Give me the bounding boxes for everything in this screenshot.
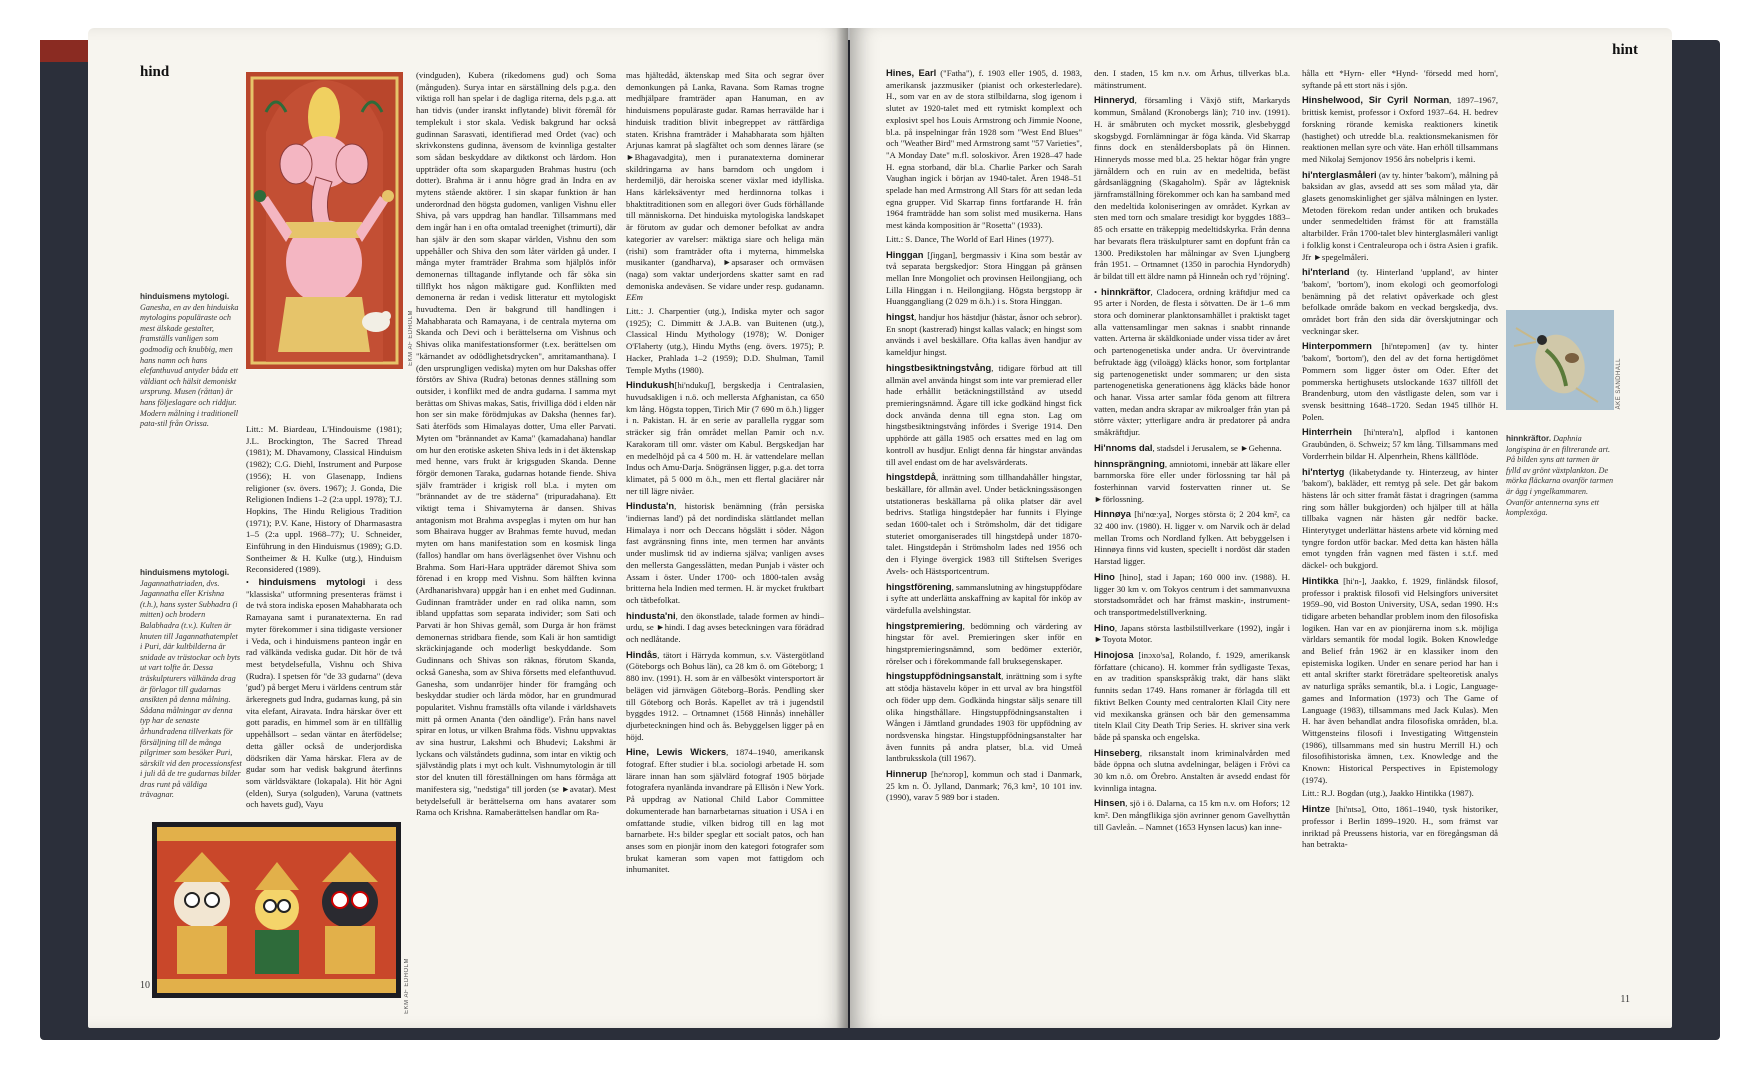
entry-hingstdepa [886,471,1082,577]
entry-text: (ty. Hinterland 'uppland', av hinter 'bakom', 'bortom'), inom ekologi och geomorfologi benämning på det relativt opåverkade och glest befolkade område bakom en veckad bergskedja, dvs. området bort från den sida där överskjutningar och veckningar sker. [1302,267,1498,336]
entry-headword: hinnsprängning [1094,457,1165,469]
left-col1-lit-text: Litt.: M. Biardeau, L'Hindouisme (1981); J.L. Brockington, The Sacred Thread (1981); M. Dhavamony, Classical Hinduism (1982); C.G. Diehl, Instrument and Purpose (1956); H. von Glasenapp, Indiens religioner (sv. övers. 1967); J. Gonda, Die Religionen Indiens 1–2 (2:a uppl. 1978); T.J. Hopkins, The Hindu Religious Tradition (1971); P.V. Kane, History of Dharmasastra 1–5 (2:a uppl. 1968–77); U. Schneider, Einführung in den Hinduismus (1989); G.D. Sontheimer & H. Kulke (utg.), Hinduism Reconsidered (1989). [246,424,402,575]
entry-hinterrhein [1302,426,1498,462]
entry-headword: hinnkräftor [1101,285,1151,297]
right-col3 [1302,64,1498,851]
entry-text: , Cladocera, ordning kräftdjur med ca 95 arter i Norden, de flesta i sötvatten. De är 1–6 mm stora och dominerar planktonsamhället i praktiskt taget alla vattensamlingar men saknas i snabbt rinnande vatten. Arterna är skäldkoniade under vissa tider av året och partenogenetiska under andra. Ur övervintrande befruktade ägg (viloägg) kläcks honor, som fortplantar sig partenogenetiskt under sommaren; ur den sista partenogenetiska generationens ägg kläcks både honor och hanar. Vissa arter samlar föda genom att filtrera vatten, medan andra skrapar av mikroalger från ytan på större växter; ytterligare andra är predatorer på andra småkräftdjur. [1094,286,1290,438]
entry-lit: Litt.: S. Dance, The World of Earl Hines (1977). [886,233,1054,244]
entry-hinnsprangning [1094,458,1290,506]
entry-text: , sjö i ö. Dalarna, ca 15 km n.v. om Hofors; 12 km². Den mångflikiga sjön avrinner genom Gavelhyttån till Gavleån. – Namnet (1653 Hynsen lacus) kan inne- [1094,798,1290,832]
entry-text: , inrättning som i syfte att stödja hästavelн köper in ett urval av bra hingstföl och föder upp dem. Godkända hingstar säljs senare till olika hingsthållare. Hingstuppfödningsanstalten i Wången i Jämtland grundades 1903 för uppfödning av nordsvenska hingstar. Hingstuppfödningsanstalter har även funnits på andra platser, bl.a. vid Umeå lantbruksskola (till 1967). [886,671,1082,764]
entry-hindustan [626,500,824,606]
entry-headword: Hine, Lewis Wickers [626,746,727,758]
entry-text: , riksanstalt inom kriminalvården med både öppna och slutna avdelningar, belägen i Frövi ca 30 km n.ö. om Örebro. Anstalten är avsedd endast för kvinnliga intagna. [1094,747,1290,793]
entry-hinterpommern [1302,340,1498,423]
left-col3 [626,70,824,876]
caption-jagannatha-title: hinduismens mytologi. [140,568,230,577]
daphnia-photo [1506,310,1614,410]
entry-hindas [626,649,824,744]
entry-text: , tätort i Härryda kommun, s.v. Västergötland (Göteborgs och Bohus län), ca 28 km ö. om Göteborg; 1 880 inv. (1991). H. som är en välbesökt vintersportort är belägen vid järnvägen Göteborg–Borås. Pendling sker till Göteborg och Borås. Kapellet av trä i jugendstil byggdes 1912. – Ortnamnet (1568 Hinnås) innehåller djurbeteckningen hind och ås. Bebyggelsen ligger på en höjd. [626,649,824,742]
entry-hinnoya [1094,508,1290,568]
entry-headword: hindusta'ni [626,609,676,621]
entry-hino-city [1094,571,1290,619]
entry-hintertyg [1302,466,1498,572]
caption-jagannatha [140,568,242,801]
left-col2 [416,70,616,819]
entry-text: , församling i Växjö stift, Markaryds kommun, Småland (Kronobergs län); 710 inv. (1991). H. är småbruten och mycket mossrik, glesbebyggd skogsbygd. Fornlämningar är föga kända. Vid Skarrap finns dock en stenåldersboplats på ön Hinnen. Hinneryds mosse med bl.a. 25 hektar högar från yngre järnåldern och en ruin av en medeltida, befäst gårdsanläggning (Skagaholm). Spår av lågteknisk järnframställning förekommer och kan ha samband med den medeltida koloniseringen av området. Kyrkan av sten med torn och smalare tresidigt kor byggdes 1883–85 och ersatte en träkeppig medeltidskyrka. Från denna har bevarats flera träskulpturer samt en dopfunt från ca 1300. Predikstolen har målningar av Sven Ljungberg från 1951. – Ortnamnet (1350 in parochia Hyndorydh) är bildat till ett äldre namn på Hinneån och ryd 'röjning'. [1094,95,1290,281]
entry-text: , inrättning som tillhandahåller hingstar, beskällare, för allmän avel. Under betäckningssäsongen utstationeras beskällarna på olika platser där avel bedrivs. Statliga hingstdepåer har funnits i Flyinge sedan 1600-talet och i Strömsholm, där det tidigare stuteriet omorganiserades till hingstdepå under 1870-talet. Hingstdepån i Strömsholm lades ned 1956 och den i Flyinge övergick 1983 till Stiftelsen Sveriges Avels- och Hästsportcentrum. [886,472,1082,576]
entry-headword: hingstförening [886,580,952,592]
entry-headword: Hintze [1302,803,1331,815]
caption-ganesha [140,292,242,430]
entry-text: [hi'ntɐra'n], alpflod i kantonen Graubünden, ö. Schweiz; 57 km lång. Tillsammans med Vorderrhein bildar H. Alpenrhein, Rhens källflöde. [1302,427,1498,461]
entry-headword: Hino [1094,621,1115,633]
entry-headword: Hinnerup [886,768,928,780]
entry-hine [626,746,824,876]
entry-text: , Japans största lastbilstillverkare (1992), ingår i ►Toyota Motor. [1094,622,1290,645]
entry-hinojosa [1094,649,1290,744]
entry-headword: Hinshelwood, Sir Cyril Norman [1302,94,1450,106]
folio-right: 11 [1620,994,1630,1005]
left-page [88,28,848,1028]
entry-text: [ʃiŋgan], bergmassiv i Kina som består av två separata bergskedjor: Stora Hinggan på gränsen mellan Inre Mongoliet och provinsen Heilongjiang, och Lilla Hinggan i n. Heilongjiang. Högsta bergstopp är Huanggangliang (2 029 m ö.h.) i s. Stora Hinggan. [886,249,1082,307]
entry-text: , bedömning och värdering av hingstar för avel. Premieringen sker inför en hingstpremieringsnämnd, som bedömer exteriör, rörelser och i förekommande fall bruksegenskaper. [886,620,1082,666]
entry-headword: hi'nterland [1302,266,1350,278]
entry-headword: hi'ntertyg [1302,465,1345,477]
entry-hinnerup [886,768,1082,804]
entry-hinseberg [1094,747,1290,795]
entry-headword: Hindås [626,648,658,660]
entry-text: [hi'ndukuʃ], bergskedja i Centralasien, huvudsakligen i n.ö. och mellersta Afghanistan, ca 650 km lång. Högsta toppen, Tirich Mir (7 690 m ö.h.) ligger i n. Pakistan. H. är en serie av parallella ryggar som sträcker sig från området mellan Pamir och n.v. Karakoram till omr. väster om Kabul. Bergskedjan har en medelhöjd på ca 4 500 m. H. är vattendelare mellan Indus och Amu-Darja. Snögränsen ligger, p.g.a. det torra klimatet, på 5 000 m ö.h., men ett flertal glaciärer når ner till lägre nivåer. [626,380,824,496]
entry-headword: hi'nterglasmåleri [1302,168,1377,180]
entry-headword: hingst [886,311,915,323]
caption-ganesha-title: hinduismens mytologi. [140,292,230,301]
entry-hingstpremiering [886,620,1082,668]
entry-headword: Hinojosa [1094,649,1134,661]
caption-daphnia-title: hinnkräftor. [1506,434,1552,443]
entry-text: [hi'n-], Jaakko, f. 1929, finländsk filosof, professor i praktisk filosofi vid Helsingfors universitet 1959–90, vid Boston University, USA, sedan 1990. H:s tidigare arbeten behandlar problem inom den filosofiska logiken. Han var en av pionjärerna inom s.k. möjliga världars semantik för modal logik. Boken Knowledge and Belief från 1962 är en klassiker inom den epistemiska logiken. Under en senare period har han i ett antal skrifter starkt företrädare spelteoretisk analys av naturliga språks semantik, bl.a. i Logic, Language-games and Information (1973) och The Game of Language (1983), tillsammans med Jack Kulas). Men H. har även behandlat andra filosofiska områden, bl.a. Wittgensteins filosofi i Investigating Wittgenstein (1986), tillsammans med sin hustru Merrill H.) och filosofihistoriska ämnen, t.ex. Knowledge and the Known: Historical Perspectives in Epistemology (1974). [1302,575,1498,785]
entry-hinneryd [1094,94,1290,282]
entry-text: [hi'nœːya], Norges största ö; 2 204 km², ca 32 400 inv. (1980). H. ligger v. om Narvik och är delad mellan Troms och Nordland fylken. Att bebyggelsen i Hinnøya finns vid kusten, speciellt i nordöst där staden Harstad ligger. [1094,509,1291,567]
entry-headword: hingstpremiering [886,619,963,631]
left-col3-lit: Litt.: J. Charpentier (utg.), Indiska myter och sagor (1925); C. Dimmitt & J.A.B. van Buitenen (utg.), Classical Hindu Mythology (1978); W. Doniger O'Flaherty (utg.), Hindu Myths (eng. övers. 1975); P. Hacker, Prahlada 1–2 (1959); D.D. Shulman, Tamil Temple Myths (1980). [626,306,824,375]
entry-headword: hingstdepå [886,471,937,483]
entry-hinnerup-cont [1094,67,1290,91]
photo-credit-1: EKM AF EDHOLM [408,310,414,366]
caption-daphnia [1506,434,1614,519]
entry-headword: Hinterrhein [1302,426,1353,438]
entry-text: (av ty. hinter 'bakom'), målning på baksidan av glas, avsedd att ses som målad yta, där glasets genomskinlighet ger själva målningen en lyster. Metoden förekom redan under antiken och brukades under senmedeltiden främst för att framställa altarbilder. Från 1700-talet blev hinterglasmåleri vanligt i folklig konst i Centraleuropa och i östra Asien i grafik. Jfr ►spegelmåleri. [1302,169,1499,262]
entry-hintikka [1302,575,1498,800]
entry-hinsen-cont [1302,67,1498,91]
entry-text: [hi'ntsə], Otto, 1861–1940, tysk historiker, professor i Berlin 1899–1920. H., som främst var inriktad på Preussens historia, var en föregångsman då han betrakta- [1302,804,1498,850]
entry-headword: Hindukush [626,379,675,391]
entry-hintze [1302,803,1498,851]
entry-headword: Hi'nnoms dal [1094,441,1153,453]
entry-text: [he'nɔrop], kommun och stad i Danmark, 25 km n. Ö. Jylland, Danmark; 76,3 km², 10 101 inv. (1990), varav 5 989 bor i staden. [886,769,1083,803]
caption-daphnia-text: Daphnia longispina är en filtrerande art. På bilden syns att tarmen är fylld av grönt växtplankton. De mörka fläckarna ovanför tarmen är ägg i yngelkammaren. Ovanför antennerna syns ett komplexöga. [1506,434,1614,518]
left-col1-literature [246,424,402,576]
entry-text: i dess "klassiska" utformning presenteras främst i de två stora indiska eposen Mahabharata och Ramayana samt i puranatexterna. En rad myter förekommer i sina tidigaste versioner i Veda, och i hinduismens panteon ingår en rad välkända vediska gudar. Dit hör de två mest betydelsefulla, Vishnu och Shiva (Rudra). I spetsen för "de 33 gudarna" (deva 'gud') på berget Meru i världens centrum står ärkeregnets gud Indra, gudarnas kung, på sin vita elefant, Airavata. Indra härskar över ett gott paradis, en himmel som är en tillfällig uppehållsort – sedan väntar en återfödelse; detta gäller också de underjordiska dödsriken där Yama härskar. Flera av de gudar som har vedisk bakgrund återfinns som världsväktare (lokapala). Hit hör Agni (elden), Surya (solguden), Varuna (vattnets och havets gud), Vayu [246,577,402,810]
left-col1-entry-mythology: • hinduismens mytologi i dess "klassiska" utformning presenteras främst i de två stora indiska eposen Mahabharata och Ramayana samt i puranatexterna. En rad myter förekommer i sina tidigaste versioner i Veda, och i hinduismens panteon ingår en rad välkända vediska gudar. Dit hör de två mest betydelsefulla, Vishnu och Shiva (Rudra). I spetsen för "de 33 gudarna" (deva 'gud') på berget Meru i världens centrum står ärkeregnets gud Indra, gudarnas kung, på sin vita elefant, Airavata. Indra härskar över ett gott paradis, en himmel som är en tillfällig uppehållsort – sedan väntar en återfödelse; detta gäller också de underjordiska dödsriken där Yama härskar. Flera av de gudar som har vedisk bakgrund återfinns som världsväktare (lokapala). Hit hör Agni (elden), Surya (solguden), Varuna (vattnets och havets gud), Vayu [246,576,402,810]
photo-credit-2: EKM AF EDHOLM [404,958,410,1014]
entry-text: , 1897–1967, brittisk kemist, professor i Oxford 1937–64. H. bedrev forskning rörande kemiska reaktioners kinetik (hastighet) och utredde bl.a. reaktionsmekanismen för reaktionen mellan syre och väte. Han erhöll tillsammans med Nikolaj Semjonov 1956 års nobelpris i kemi. [1302,95,1498,164]
entry-text: , stadsdel i Jerusalem, se ►Gehenna. [1152,442,1282,453]
left-col2-text: (vindguden), Kubera (rikedomens gud) och Soma (månguden). Surya intar en särställning dels p.g.a. den viktiga roll han spelar i de dagliga riterna, dels p.g.a. att han tidvis (under iranskt inflytande) blivit föremål för templekult i stor skala. Vedisk bakgrund har också gudinnan Sarasvati, identifierad med Ordet (vac) och skrivkonstens gudinna, ävensom de kvinnliga gestalter som sådan beskyddare av diktkonst och lärdom. Hon uppträder ofta som skaparguden Brahmas hustru (och dotter). Brahma är i annu högre grad än Indra en av mytens stående aktörer. I sin skapar funktion är han underordnad den högsta gudomen, vanligen Vishnu eller Shiva, på vars uppdrag han handlar. Tillsammans med dem ingår han i en ofta omtalad treenighet (trimurti), där han själv är den som skapar världen, Vishnu den som uppehåller och Shiva den som låter världen gå under. I många myter framträder Brahma som hjälplös inför demonernas tilltagande inflytande och får söka sin tillflykt hos någon mäktigare gud. Konflikten med demonerna är redan i vedisk litteratur ett mytologiskt huvudtema. Den är bakgrund till handlingen i Mahabharata och Ramayana, i de centrala myterna om Skanda och Devi och i berättelserna om Vishnus och Shivas olika manifestationsformer (t.ex. berättelsen om "kärnandet av odödlighetsdrycken", amritamanthana). I (den ursprungligen vediska) myten om hur Dakshas offer förstörs av Shiva (Rudra) betonas dennes ställning som outsider, i konflikt med de andra gudarna. I samma myt berättas om Shivas makas, Satis, frivilliga död i elden när hon ser sin make förödmjukas av Daksha (hennes far). Sati återföds som Himalayas dotter, Uma eller Parvati. Myten om "brännandet av Kama" (kamadahana) handlar om hur den erotiske asketen Shiva leds in i det äktenskap med henne, vars frukt är krigsguden Skanda. Denne förgör demonen Taraka, gudarnas hotande fiende. Shiva själv framträder i krigisk roll bl.a. i myten om "brännandet av de tre städerna" (tripuradahana). Ett viktigt tema i Shivamyterna är dansen. Shivas antagonism mot Brahma avspeglas i myten om hur han som Bhairava hugger av Brahmas femte huvud, medan myten om hans manifestation som en kosmisk linga (fallos) handlar om hans överlägsenhet över Vishnu och Brahma. Som Hari-Hara uppträder däremot Shiva som förenad i en kropp med Vishnu. Som hälften kvinna (Ardhanarishvara) uppgår han i en enhet med Gudinnan. Gudinnan framträder under en rad olika namn, som ibland uppfattas som separata individer; som Sati och Parvati är hon Shivas gemål, som Durga är hon främst demonernas stridbara fiende, som Kali är hon samtidigt skräckinjagande och moderligt beskyddande. Som Gudinnans och Shivas son räknas, förutom Skanda, också Ganesha, som av Shiva försetts med elefanthuvud. Ganesha, som undanröjer hinder för framgång och beskyddar studier och lärda mödor, har en grundmurad popularitet. Vishnu framställs ofta vilande i världshavets mitt på ormen Ananta ('den oändlige'). Från hans navel spirar en lotus, ur vilken Brahma föds. Vishnu uppvaktas av sina hustrur, Lakshmi och Bhudevi; Lakshmi är lyckans och välståndets gudinna, som intar en viktig och självständig plats i myt och kult. Vishnumytologin är till stor del knuten till föreställningen om hans förmåga att manifestera sig, "nedstiga" till jorden (se ►avatar). Mest betydelsefull är berättelserna om hans avatarer som Rama och Krishna. Ramaberättelsen handlar om Ra- [416,70,617,818]
entry-text: ("Fatha"), f. 1903 eller 1905, d. 1983, amerikansk jazzmusiker (pianist och orkesterledare). H., som var en av de stora stilbildarna, slog igenom i slutet av 1920-talet med ett rytmiskt komplext och explosivt spel hos Louis Armstrong och Jimmie Noone, bl.a. på inspelningar från 1928 som "West End Blues" och "Weather Bird" med Armstrong samt "57 Varieties", "A Monday Date" m.fl. soloskivor. Åren 1928–47 hade H. egna storband, där bl.a. Charlie Parker och Sarah Vaughan ingick i början av 1940-talet. Åren 1948–51 spelade han med Armstrong All Stars för att sedan leda egna grupper. Vid Skarrap finns fortfarande H. från 1964 framträdde han som solist med musikerna. Hans mest kända komposition är "Rosetta" (1933). [886,68,1082,231]
entry-hinnoms-dal [1094,442,1290,455]
left-col3-credit: EEm [626,292,643,303]
caption-jagannatha-text: Jagannathatriaden, dvs. Jagannatha eller Krishna (t.h.), hans syster Subhadra (i mitten) och brodern Balabhadra (t.v.). Kulten är knuten till Jagannathatemplet i Puri, där kultbilderna är snidade av trästockar och byts ut vart tolfte år. Dessa träskulpturers välkända drag är förlagor till gudarnas ansikten på denna målning. Sådana målningar av denna typ har de senaste århundradena tillverkats för försäljning till de många pilgrimer som besöker Puri, särskilt vid den processionsfest i juli då de tre gudarnas bilder dras runt på väldiga trävagnar. [140,578,242,800]
entry-hinterland [1302,266,1498,337]
left-col3-text: mas hjältedåd, äktenskap med Sita och segrar över demonkungen på Lanka, Ravana. Som Ramas trogne medhjälpare framträder apan Hanuman, en av hinduismens populäraste gudar. Ramas herravälde har i hinduisk tradition blivit inbegreppet av rättfärdiga staten. Krishna framträder i Mahabharata som hjälten Arjunas kamrat på slagfältet och som dennes lärare (se ►Bhagavadgita), men i puranatexterna dominerar skildringarna av hans barndom och ungdom i herdemiljö, där heroiska scener växlar med idylliska. Hans kärleksäventyr med herdinnorna tolkas i bhaktitraditionen som en allegori över Guds förhållande till människorna. Det hinduiska mytologiska landskapet är förutom av gudar och demoner befolkat av andra kategorier av varelser: mäktiga siare och heliga män (rishi) som framträder ofta i myterna, himmelska musikanter (gandharva), ►apsaraser och ormväsen (naga) som vaktar underjordens skatter samt en rad demoniska andeväsen. Se vidare under resp. gudanamn. [626,70,824,291]
entry-headword: Hino [1094,570,1115,582]
entry-headword: Hinseberg [1094,746,1140,758]
entry-text: , den ökonstlade, talade formen av hindi–urdu, se ►hindi. I dag avses beteckningen vara förädrad och nedlåtande. [626,610,824,645]
running-head-right: hint [1612,42,1638,58]
entry-hindustani [626,610,824,646]
entry-headword: Hinnøya [1094,508,1131,520]
entry-text: [inɔxo'sa], Rolando, f. 1929, amerikansk författare (chicano). H. kommer från sydligaste Texas, en av tradition spanskspråkig trakt, där hans släkt funnits sedan 1749. Hans romaner är förlagda till ett fiktivt Belken County med centralorten Klail City nere vid mexikanska gränsen och bär den gemensamma titeln Klail City Death Trip Series. H. skriver sina verk både på spanska och engelska. [1094,650,1291,742]
entry-text: , historisk benämning (från persiska 'indiernas land') på det nordindiska slättlandet mellan Himalaya i norr och Deccans högslätt i söder. Någon fast avgränsning finns inte, men termen har använts under muslimsk tid av indierna själva; vanligen avses den mellersta Gangesslätten, medan Punjab i väster och Assam i öster. Under 1700- och 1800-talen avsåg britterna hela Indien med termen. H. är mycket fruktbart och tätbefolkat. [626,501,824,605]
entry-hinnkraftor: • hinnkräftor, Cladocera, ordning kräftdjur med ca 95 arter i Norden, de flesta i sötvatten. De är 1–6 mm stora och dominerar planktonsamhället i praktiskt taget alla vattensamlingar men saknas i snabbt rinnande vatten. Arterna är skäldkoniade under vissa tider av året och partenogenetiska under andra. Ur övervintrande befruktade ägg (viloägg) kläcks honor, som fortplantar sig partenogenetiskt under sommaren; ur den sista partenogenetiska generationens ägg kläcks både honor och hanar. Vissa arter samlar föda genom att filtrera vatten, medan andra skrapar av mikroalger från ytan på större växter; ytterligare andra är predatorer på andra småkräftdjur. [1094,285,1290,438]
entry-headword: hinduismens mytologi [258,576,366,587]
entry-text: , amniotomi, innebär att läkare eller barnmorska före eller under förlossning tar hål på fosterhinnan varvid fostervatten rinner ut. Se ►förlossning. [1094,458,1290,504]
photo-credit-daphnia: ÅKE SANDHALL [1616,358,1622,410]
entry-headword: Hines, Earl [886,67,937,78]
right-col1 [886,64,1082,804]
entry-text: , 1874–1940, amerikansk fotograf. Efter studier i bl.a. sociologi arbetade H. som lärare innan han som självlärd fotograf 1905 började fotografera nyanlända invandrare på Ellisön i New York. På uppdrag av National Child Labor Committee dokumenterade han barnarbetarnas situation i USA i en omfattande studie, vilken bidrog till en lag mot barnarbete. H:s bilder speglar ett socialt patos, och han anses som en pionjär inom den kategori fotografer som brukat kameran som vapen mot fattigdom och inhumanitet. [626,747,825,875]
entry-hingst [886,311,1082,359]
entry-hinggan [886,249,1082,309]
right-page [850,28,1672,1028]
entry-text: den. I staden, 15 km n.v. om Århus, tillverkas bl.a. mätinstrument. [1094,68,1290,90]
caption-ganesha-text: Ganesha, en av den hinduiska mytologins populäraste och mest älskade gestalter, framställs vanligen som godmodig och knubbig, men hans namn och hans elefanthuvud antyder båda ett väldiant och hälsit demoniskt ursprung. Musen (råttan) är hans följeslagare och riddjur. Modern målning i traditionell pata-stil från Orissa. [140,302,239,429]
entry-text: , tidigare förbud att till allmän avel använda hingst som inte var premierad eller hade erhållit betäckningstillstånd av utsedd premieringsnämnd. Ägare till icke godkänd hingst fick dock använda denna till egna ston. Lag om hingstbesiktningstvång infördes i Sverige 1914. Den upphörde att gälla 1985 och ersattes med en lag om kontroll av husdjur. Enligt denna får hingstar användas till avel endast om de har avelsvärderats. [886,362,1082,467]
jagannatha-painting [152,822,401,998]
entry-hindukush [626,379,824,497]
entry-text: [hi'ntɐpɔmɐn] (av ty. hinter 'bakom', 'bortom'), den del av det forna hertigdömet Pommern som ligger öster om Oder. Efter det pommerska hertighusets utslockande 1637 tillföll det Brandenburg, utom den västligaste delen, som var i svensk besittning 1648–1720. Sedan 1945 tillhör H. Polen. [1302,341,1499,422]
entry-hingstuppfodningsanstalt [886,670,1082,765]
entry-text: , handjur hos hästdjur (hästar, åsnor och sebror). En snopt (kastrerad) hingst kallas valack; en hingst som används i avel beskällare. Ofta kallas även handjur av kameldjur hingst. [886,312,1082,358]
left-col3-entries [626,379,824,876]
entry-headword: hingstbesiktningstvång [886,361,992,373]
ganesha-painting [246,72,403,369]
entry-headword: Hindusta'n [626,500,675,512]
entry-hines [886,67,1082,246]
entry-text: [hino], stad i Japan; 160 000 inv. (1988). H. ligger 30 km v. om Tokyos centrum i det sammanvuxna storstadsområdet och har främst maskin-, instrument- och transportmedelstillverkning. [1094,571,1290,617]
entry-headword: Hinggan [886,248,924,260]
entry-lit: Litt.: R.J. Bogdan (utg.), Jaakko Hintikka (1987). [1302,788,1474,799]
entry-headword: Hinneryd [1094,94,1135,106]
running-head-left: hind [140,64,170,80]
entry-headword: Hintikka [1302,574,1339,586]
entry-text: (likabetydande ty. Hinterzeug, av hinter 'bakom'), bakläder, ett remtyg på sele. Det går bakom hästens lår och sitter framåt fästat i dragringen (samma ring som håller bukgjorden) och hjälper till at hålla tillbaka vagnen när hästen går nedför backe. Hinterytyget underlättar hästens arbete vid körning med tyngre fordon utför backar. Med detta kan hästen hålla emot tyngden från vagnen med fästen i s.t.f. med däckel- och bukgjord. [1302,466,1498,571]
entry-hingstforening [886,581,1082,617]
right-col2 [1094,64,1290,834]
entry-hino-company [1094,622,1290,646]
entry-hingstbesiktningstvang [886,362,1082,468]
entry-headword: Hinterpommern [1302,340,1372,352]
entry-hinterglasmaleri [1302,169,1498,264]
entry-headword: hingstuppfödningsanstalt [886,670,1002,682]
entry-text: hålla ett *Hyrn- eller *Hynd- 'försedd med horn', syftande på ett stort näs i sjön. [1302,68,1498,90]
entry-hinshelwood [1302,94,1498,165]
entry-text: , sammanslutning av hingstuppfödare i syfte att underlätta anskaffning av kapital för inköp av värdefulla avelshingstar. [886,581,1082,615]
entry-headword: Hinsen [1094,797,1126,809]
folio-left: 10 [140,980,150,991]
entry-hinsen [1094,797,1290,833]
